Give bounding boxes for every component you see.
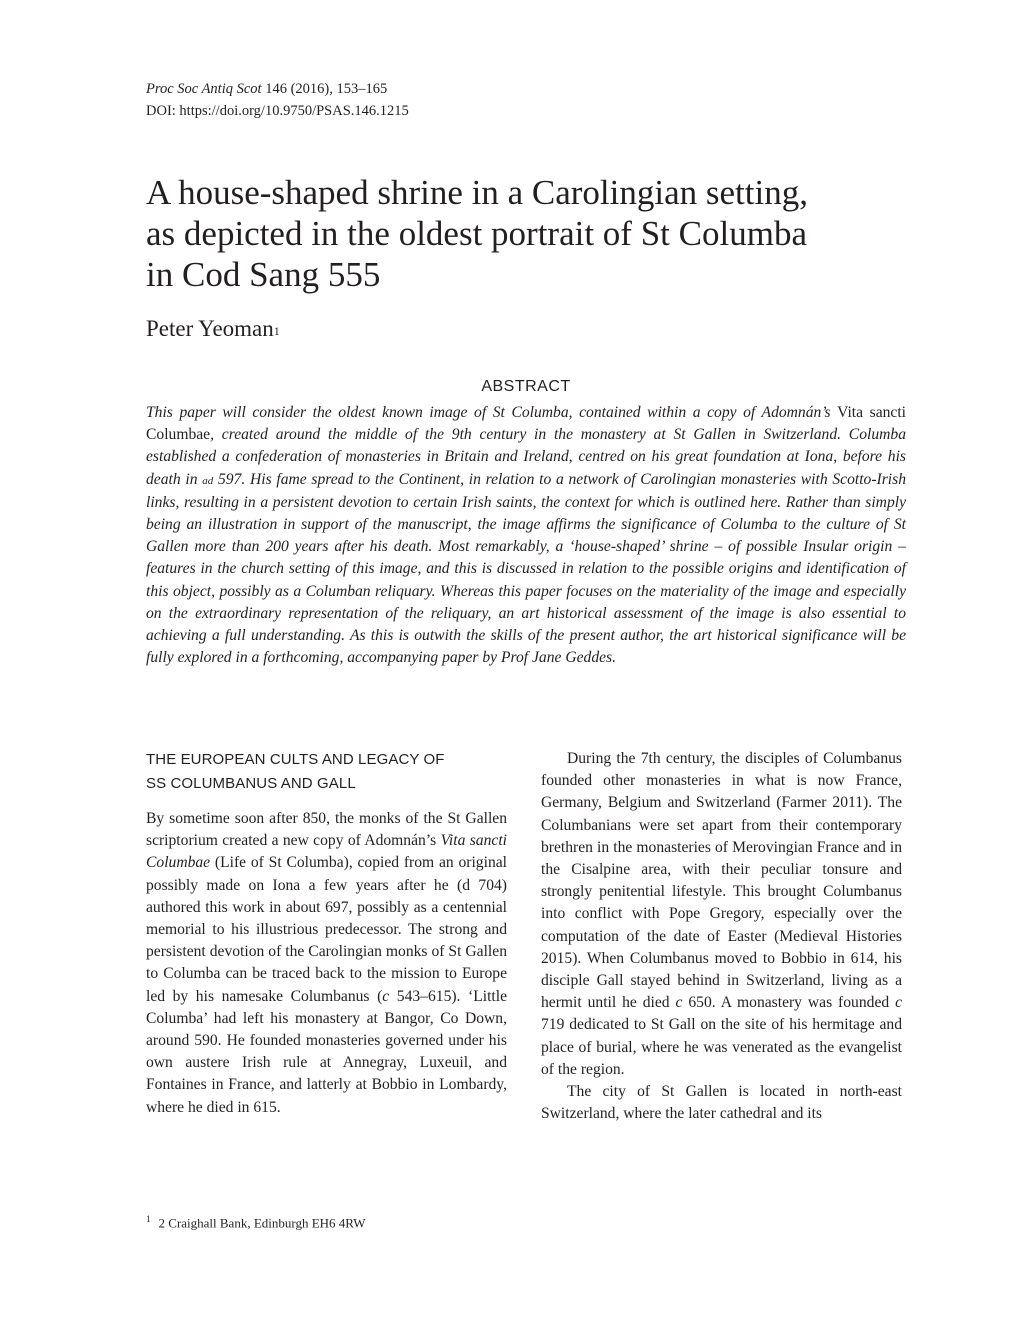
circa-mark: c bbox=[895, 994, 902, 1012]
right-column bbox=[541, 748, 902, 1125]
abstract-text bbox=[146, 402, 906, 669]
text-segment: 650. A monastery was founded bbox=[682, 994, 896, 1012]
italic-title: Vita sancti Columbae bbox=[146, 832, 507, 872]
journal-name: Proc Soc Antiq Scot bbox=[146, 81, 262, 97]
body-paragraph: The city of St Gallen is located in north-east Switzerland, where the later cathedral and its bbox=[541, 1083, 902, 1123]
abstract-segment: 597. His fame spread to the Continent, in relation to a network of Carolingian monasteries with Scotto-Irish links, resulting in a persistent devotion to certain Irish saints, the context for which is outlined here. Rather than simply being an illustration in support of the manuscript, the image affirms the significance of Columba to the culture of St Gallen more than 200 years after his death. Most remarkably, a ‘house-shaped’ shrine – of possible Insular origin – features in the church setting of this image, and this is discussed in relation to the possible origins and identification of this object, possibly as a Columban reliquary. Whereas this paper focuses on the materiality of the image and especially on the extraordinary representation of the reliquary, an art historical assessment of the image is also essential to achieving a full understanding. As this is outwith the skills of the present author, the art historical significance will be fully explored in a forthcoming, accompanying paper by Prof Jane Geddes. bbox=[146, 470, 906, 667]
footnote-text: 2 Craighall Bank, Edinburgh EH6 4RW bbox=[158, 1215, 366, 1231]
citation-line bbox=[146, 78, 409, 100]
body-paragraph bbox=[541, 748, 902, 1081]
journal-header bbox=[146, 78, 409, 122]
abstract-segment: , created around the middle of the 9th century in the monastery at St Gallen in Switzerland. Columba established a confederation of monasteries in Britain and Ireland, centred on his great foundation at Iona, before his death in bbox=[146, 426, 906, 488]
title-line: A house-shaped shrine in a Carolingian setting, bbox=[146, 173, 808, 212]
text-segment: 543–615). ‘Little Columba’ had left his monastery at Bangor, Co Down, around 590. He founded monasteries governed under his own austere Irish rule at Annegray, Luxeuil, and Fontaines in France, and latterly at Bobbio in Lombardy, where he died in 615. bbox=[146, 987, 508, 1116]
section-heading-line: THE EUROPEAN CULTS AND LEGACY OF bbox=[146, 751, 445, 768]
abstract-heading: ABSTRACT bbox=[481, 378, 571, 395]
author-byline bbox=[146, 314, 280, 344]
abstract-work-title: Vita sancti Columbae bbox=[146, 404, 906, 444]
author-name: Peter Yeoman bbox=[146, 316, 274, 341]
text-segment: 719 dedicated to St Gall on the site of his hermitage and place of burial, where he was venerated as the evangelist of the region. bbox=[541, 1016, 902, 1078]
text-segment: By sometime soon after 850, the monks of the St Gallen scriptorium created a new copy of Adomnán’s bbox=[146, 810, 507, 850]
text-segment: During the 7th century, the disciples of Columbanus founded other monasteries in what is now France, Germany, Belgium and Switzerland (Farmer 2011). The Columbanians were set apart from their contemporary brethren in the monasteries of Merovingian France and in the Cisalpine area, with their peculiar tonsure and strongly penitential lifestyle. This brought Columbanus into conflict with Pope Gregory, especially over the computation of the date of Easter (Medieval Histories 2015). When Columbanus moved to Bobbio in 614, his disciple Gall stayed behind in Switzerland, living as a hermit until he died bbox=[541, 750, 902, 1012]
abstract-segment: This paper will consider the oldest known image of St Columba, contained within a copy of Adomnán’s bbox=[146, 404, 838, 421]
doi-line[interactable]: DOI: https://doi.org/10.9750/PSAS.146.1215 bbox=[146, 103, 409, 119]
circa-mark: c bbox=[382, 987, 390, 1005]
abstract-era-mark: ad bbox=[202, 474, 214, 487]
text-segment: (Life of St Columba), copied from an original possibly made on Iona a few years after he (d 704) authored this work in about 697, possibly as a centennial memorial to his illustrious predecessor. The strong and persistent devotion of the Carolingian monks of St Gallen to Columba can be traced back to the mission to Europe led by his namesake Columbanus ( bbox=[146, 854, 507, 1005]
section-heading bbox=[146, 748, 507, 796]
footnote bbox=[146, 1210, 366, 1232]
section-heading-line: SS COLUMBANUS AND GALL bbox=[146, 775, 356, 792]
title-line: as depicted in the oldest portrait of St Columba bbox=[146, 214, 807, 253]
footnote-mark: 1 bbox=[146, 1214, 151, 1224]
body-paragraph bbox=[146, 808, 507, 1119]
title-line: in Cod Sang 555 bbox=[146, 255, 381, 294]
author-footnote-mark[interactable]: 1 bbox=[273, 324, 280, 338]
circa-mark: c bbox=[675, 994, 683, 1012]
article-title bbox=[146, 172, 906, 295]
volume-pages: 146 (2016), 153–165 bbox=[265, 81, 388, 97]
left-column bbox=[146, 748, 507, 1119]
